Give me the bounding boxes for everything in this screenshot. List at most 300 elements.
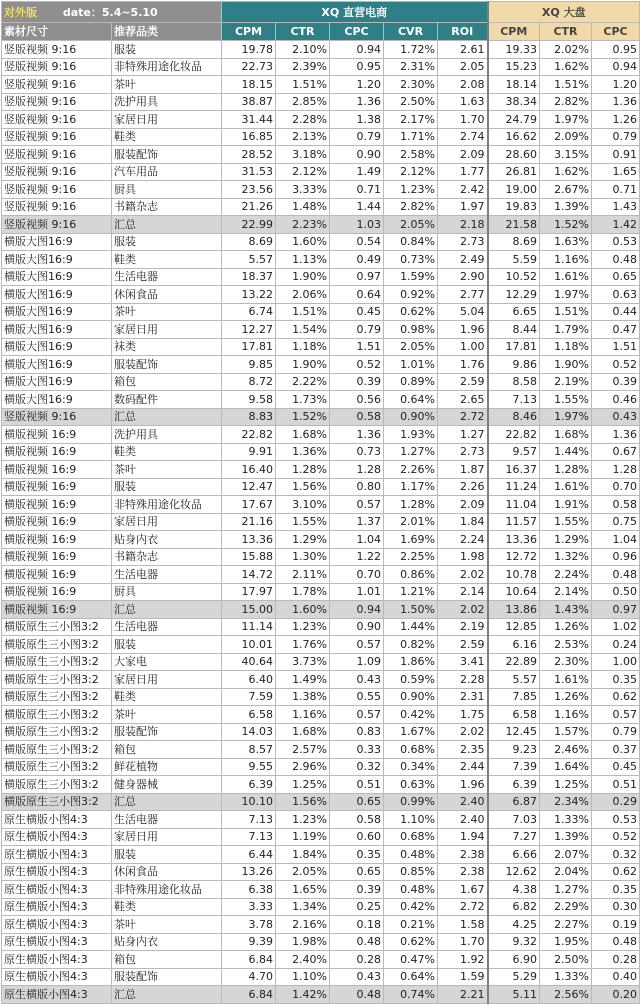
cell-overall-cpm: 11.24 xyxy=(488,478,540,496)
cell-ctr: 1.52% xyxy=(276,408,330,426)
cell-size: 横版原生三小图3:2 xyxy=(2,688,112,706)
table-row xyxy=(2,373,640,391)
cell-cpc: 0.94 xyxy=(330,41,384,59)
cell-overall-cpm: 6.82 xyxy=(488,898,540,916)
cell-size: 原生横版小图4:3 xyxy=(2,881,112,899)
table-row xyxy=(2,548,640,566)
cell-overall-cpm: 7.03 xyxy=(488,811,540,829)
cell-overall-cpm: 16.37 xyxy=(488,461,540,479)
cell-category: 厨具 xyxy=(112,583,222,601)
cell-overall-cpm: 8.58 xyxy=(488,373,540,391)
cell-overall-ctr: 3.15% xyxy=(540,146,592,164)
cell-category: 服装配饰 xyxy=(112,146,222,164)
cell-cpm: 14.03 xyxy=(222,723,276,741)
cell-cpm: 19.78 xyxy=(222,41,276,59)
table-row xyxy=(2,898,640,916)
cell-roi: 2.42 xyxy=(438,181,488,199)
cell-cvr: 0.21% xyxy=(384,916,438,934)
cell-overall-cpc: 0.48 xyxy=(592,933,640,951)
cell-cpm: 18.15 xyxy=(222,76,276,94)
cell-category: 汇总 xyxy=(112,793,222,811)
cell-category: 服装 xyxy=(112,846,222,864)
table-row xyxy=(2,951,640,969)
cell-cpc: 0.57 xyxy=(330,706,384,724)
cell-cvr: 2.25% xyxy=(384,548,438,566)
cell-category: 服装配饰 xyxy=(112,968,222,986)
cell-cpm: 9.58 xyxy=(222,391,276,409)
cell-overall-cpm: 13.36 xyxy=(488,531,540,549)
cell-category: 服装配饰 xyxy=(112,723,222,741)
cell-overall-cpc: 1.04 xyxy=(592,531,640,549)
table-row xyxy=(2,426,640,444)
cell-roi: 2.02 xyxy=(438,723,488,741)
cell-roi: 1.94 xyxy=(438,828,488,846)
cell-ctr: 1.73% xyxy=(276,391,330,409)
cell-ctr: 1.16% xyxy=(276,706,330,724)
table-row xyxy=(2,881,640,899)
cell-ctr: 1.55% xyxy=(276,513,330,531)
table-summary-row xyxy=(2,986,640,1004)
cell-size: 横版原生三小图3:2 xyxy=(2,723,112,741)
cell-overall-ctr: 1.25% xyxy=(540,776,592,794)
cell-category: 服装 xyxy=(112,41,222,59)
cell-cvr: 0.64% xyxy=(384,391,438,409)
table-summary-row xyxy=(2,408,640,426)
cell-overall-cpc: 1.20 xyxy=(592,76,640,94)
data-table xyxy=(1,1,640,1004)
cell-size: 原生横版小图4:3 xyxy=(2,863,112,881)
cell-roi: 2.73 xyxy=(438,233,488,251)
cell-category: 休闲食品 xyxy=(112,863,222,881)
cell-category: 非特殊用途化妆品 xyxy=(112,496,222,514)
cell-overall-cpc: 0.79 xyxy=(592,128,640,146)
table-row xyxy=(2,776,640,794)
cell-ctr: 2.57% xyxy=(276,741,330,759)
column-header-category: 推荐品类 xyxy=(112,23,222,41)
cell-overall-cpm: 9.32 xyxy=(488,933,540,951)
cell-ctr: 3.33% xyxy=(276,181,330,199)
cell-overall-ctr: 1.43% xyxy=(540,601,592,619)
cell-ctr: 2.05% xyxy=(276,863,330,881)
cell-cvr: 0.86% xyxy=(384,566,438,584)
cell-cvr: 2.58% xyxy=(384,146,438,164)
cell-ctr: 2.22% xyxy=(276,373,330,391)
cell-cvr: 2.82% xyxy=(384,198,438,216)
cell-ctr: 1.38% xyxy=(276,688,330,706)
cell-ctr: 2.13% xyxy=(276,128,330,146)
table-row xyxy=(2,478,640,496)
cell-overall-cpm: 5.11 xyxy=(488,986,540,1004)
cell-ctr: 1.19% xyxy=(276,828,330,846)
cell-cpm: 40.64 xyxy=(222,653,276,671)
cell-cpc: 1.49 xyxy=(330,163,384,181)
table-row xyxy=(2,128,640,146)
cell-roi: 2.72 xyxy=(438,898,488,916)
cell-cpm: 13.26 xyxy=(222,863,276,881)
cell-overall-cpc: 0.96 xyxy=(592,548,640,566)
cell-overall-ctr: 1.68% xyxy=(540,426,592,444)
version-tag: 对外版 xyxy=(4,5,37,19)
table-row xyxy=(2,688,640,706)
cell-cpc: 0.48 xyxy=(330,986,384,1004)
cell-overall-cpm: 8.69 xyxy=(488,233,540,251)
cell-size: 横版原生三小图3:2 xyxy=(2,671,112,689)
cell-overall-cpm: 24.79 xyxy=(488,111,540,129)
cell-cpc: 0.73 xyxy=(330,443,384,461)
table-row xyxy=(2,723,640,741)
cell-ctr: 1.49% xyxy=(276,671,330,689)
cell-cpm: 3.33 xyxy=(222,898,276,916)
cell-cvr: 1.59% xyxy=(384,268,438,286)
cell-roi: 2.21 xyxy=(438,986,488,1004)
cell-overall-cpm: 6.58 xyxy=(488,706,540,724)
cell-overall-cpc: 0.24 xyxy=(592,636,640,654)
cell-overall-cpm: 4.25 xyxy=(488,916,540,934)
cell-overall-cpm: 12.72 xyxy=(488,548,540,566)
cell-cpc: 0.90 xyxy=(330,146,384,164)
cell-overall-cpm: 6.39 xyxy=(488,776,540,794)
cell-cpm: 6.39 xyxy=(222,776,276,794)
table-row xyxy=(2,916,640,934)
table-row xyxy=(2,76,640,94)
cell-size: 竖版视频 9:16 xyxy=(2,198,112,216)
cell-overall-cpc: 0.52 xyxy=(592,828,640,846)
cell-roi: 1.98 xyxy=(438,548,488,566)
cell-size: 横版视频 16:9 xyxy=(2,513,112,531)
cell-cpc: 0.33 xyxy=(330,741,384,759)
cell-roi: 1.27 xyxy=(438,426,488,444)
cell-overall-cpc: 1.36 xyxy=(592,426,640,444)
cell-overall-cpm: 6.66 xyxy=(488,846,540,864)
cell-cpm: 12.27 xyxy=(222,321,276,339)
cell-category: 汇总 xyxy=(112,986,222,1004)
cell-ctr: 1.23% xyxy=(276,811,330,829)
cell-category: 生活电器 xyxy=(112,268,222,286)
table-row xyxy=(2,706,640,724)
cell-category: 服装 xyxy=(112,478,222,496)
cell-overall-cpc: 0.20 xyxy=(592,986,640,1004)
cell-overall-cpc: 0.53 xyxy=(592,233,640,251)
cell-overall-cpc: 0.43 xyxy=(592,408,640,426)
cell-size: 横版大图16:9 xyxy=(2,233,112,251)
cell-overall-cpc: 0.94 xyxy=(592,58,640,76)
cell-size: 竖版视频 9:16 xyxy=(2,58,112,76)
cell-category: 厨具 xyxy=(112,181,222,199)
cell-roi: 3.41 xyxy=(438,653,488,671)
cell-overall-ctr: 2.82% xyxy=(540,93,592,111)
cell-overall-cpc: 0.95 xyxy=(592,41,640,59)
cell-roi: 2.26 xyxy=(438,478,488,496)
cell-size: 竖版视频 9:16 xyxy=(2,146,112,164)
table-row xyxy=(2,93,640,111)
cell-ctr: 2.11% xyxy=(276,566,330,584)
cell-ctr: 1.90% xyxy=(276,268,330,286)
table-row xyxy=(2,811,640,829)
cell-size: 原生横版小图4:3 xyxy=(2,828,112,846)
cell-ctr: 1.60% xyxy=(276,601,330,619)
cell-ctr: 1.56% xyxy=(276,793,330,811)
cell-overall-ctr: 2.04% xyxy=(540,863,592,881)
cell-overall-cpc: 0.39 xyxy=(592,373,640,391)
cell-roi: 2.61 xyxy=(438,41,488,59)
cell-cpc: 0.71 xyxy=(330,181,384,199)
cell-category: 家居日用 xyxy=(112,513,222,531)
cell-size: 横版大图16:9 xyxy=(2,251,112,269)
cell-category: 茶叶 xyxy=(112,916,222,934)
cell-category: 家居日用 xyxy=(112,671,222,689)
cell-roi: 2.77 xyxy=(438,286,488,304)
column-header-overall-cpm: CPM xyxy=(488,23,540,41)
cell-cpc: 0.43 xyxy=(330,968,384,986)
cell-cpm: 22.99 xyxy=(222,216,276,234)
cell-overall-ctr: 1.16% xyxy=(540,251,592,269)
cell-overall-cpm: 7.85 xyxy=(488,688,540,706)
cell-cvr: 1.93% xyxy=(384,426,438,444)
cell-overall-cpc: 0.47 xyxy=(592,321,640,339)
cell-overall-ctr: 1.51% xyxy=(540,76,592,94)
cell-cvr: 0.68% xyxy=(384,741,438,759)
cell-cpc: 0.25 xyxy=(330,898,384,916)
cell-ctr: 1.13% xyxy=(276,251,330,269)
cell-category: 汽车用品 xyxy=(112,163,222,181)
table-row xyxy=(2,618,640,636)
cell-ctr: 1.76% xyxy=(276,636,330,654)
table-row xyxy=(2,303,640,321)
cell-overall-ctr: 1.97% xyxy=(540,111,592,129)
cell-overall-cpc: 0.63 xyxy=(592,286,640,304)
cell-ctr: 2.96% xyxy=(276,758,330,776)
cell-roi: 2.28 xyxy=(438,671,488,689)
cell-cpm: 17.81 xyxy=(222,338,276,356)
cell-cpc: 1.22 xyxy=(330,548,384,566)
cell-overall-cpc: 0.35 xyxy=(592,671,640,689)
cell-ctr: 1.65% xyxy=(276,881,330,899)
cell-ctr: 1.56% xyxy=(276,478,330,496)
cell-overall-cpm: 7.27 xyxy=(488,828,540,846)
cell-overall-cpc: 0.29 xyxy=(592,793,640,811)
cell-cpc: 0.70 xyxy=(330,566,384,584)
cell-overall-cpc: 0.46 xyxy=(592,391,640,409)
table-row xyxy=(2,146,640,164)
cell-roi: 2.09 xyxy=(438,146,488,164)
cell-roi: 1.84 xyxy=(438,513,488,531)
cell-overall-cpc: 1.36 xyxy=(592,93,640,111)
cell-overall-ctr: 1.97% xyxy=(540,286,592,304)
cell-overall-cpc: 1.51 xyxy=(592,338,640,356)
cell-overall-cpc: 0.48 xyxy=(592,251,640,269)
cell-overall-cpm: 6.16 xyxy=(488,636,540,654)
cell-cpc: 1.37 xyxy=(330,513,384,531)
cell-overall-cpc: 0.71 xyxy=(592,181,640,199)
cell-ctr: 1.23% xyxy=(276,618,330,636)
cell-overall-ctr: 2.07% xyxy=(540,846,592,864)
cell-overall-cpc: 1.42 xyxy=(592,216,640,234)
cell-cpc: 0.64 xyxy=(330,286,384,304)
cell-roi: 2.05 xyxy=(438,58,488,76)
cell-cpc: 1.51 xyxy=(330,338,384,356)
cell-overall-ctr: 1.62% xyxy=(540,163,592,181)
cell-overall-cpm: 7.39 xyxy=(488,758,540,776)
cell-overall-ctr: 1.44% xyxy=(540,443,592,461)
cell-overall-cpc: 0.65 xyxy=(592,268,640,286)
cell-cpm: 21.26 xyxy=(222,198,276,216)
cell-roi: 1.63 xyxy=(438,93,488,111)
cell-category: 书籍杂志 xyxy=(112,548,222,566)
cell-category: 数码配件 xyxy=(112,391,222,409)
cell-overall-ctr: 1.91% xyxy=(540,496,592,514)
cell-roi: 2.08 xyxy=(438,76,488,94)
cell-cvr: 2.17% xyxy=(384,111,438,129)
cell-cpc: 0.56 xyxy=(330,391,384,409)
table-row xyxy=(2,181,640,199)
cell-cpc: 0.18 xyxy=(330,916,384,934)
cell-cpc: 0.90 xyxy=(330,618,384,636)
cell-overall-cpm: 12.29 xyxy=(488,286,540,304)
cell-overall-cpm: 4.38 xyxy=(488,881,540,899)
cell-cvr: 2.50% xyxy=(384,93,438,111)
column-header-roi: ROI xyxy=(438,23,488,41)
cell-overall-ctr: 1.32% xyxy=(540,548,592,566)
cell-roi: 1.97 xyxy=(438,198,488,216)
cell-overall-cpc: 0.30 xyxy=(592,898,640,916)
cell-cpm: 38.87 xyxy=(222,93,276,111)
cell-category: 茶叶 xyxy=(112,461,222,479)
cell-size: 横版原生三小图3:2 xyxy=(2,793,112,811)
cell-cpm: 23.56 xyxy=(222,181,276,199)
cell-cpm: 6.40 xyxy=(222,671,276,689)
cell-category: 箱包 xyxy=(112,741,222,759)
cell-ctr: 1.51% xyxy=(276,76,330,94)
cell-cpc: 0.28 xyxy=(330,951,384,969)
cell-cvr: 1.71% xyxy=(384,128,438,146)
cell-cpc: 0.80 xyxy=(330,478,384,496)
cell-cvr: 1.21% xyxy=(384,583,438,601)
table-summary-row xyxy=(2,601,640,619)
cell-ctr: 2.85% xyxy=(276,93,330,111)
cell-overall-cpm: 22.82 xyxy=(488,426,540,444)
header-row-columns xyxy=(2,23,640,41)
table-summary-row xyxy=(2,793,640,811)
cell-overall-ctr: 1.55% xyxy=(540,513,592,531)
cell-cvr: 0.74% xyxy=(384,986,438,1004)
cell-cvr: 1.23% xyxy=(384,181,438,199)
cell-ctr: 2.06% xyxy=(276,286,330,304)
cell-overall-cpc: 1.28 xyxy=(592,461,640,479)
cell-ctr: 3.10% xyxy=(276,496,330,514)
cell-size: 竖版视频 9:16 xyxy=(2,93,112,111)
table-row xyxy=(2,671,640,689)
cell-size: 横版视频 16:9 xyxy=(2,496,112,514)
cell-roi: 2.19 xyxy=(438,618,488,636)
cell-category: 生活电器 xyxy=(112,618,222,636)
cell-overall-ctr: 1.61% xyxy=(540,268,592,286)
cell-roi: 1.00 xyxy=(438,338,488,356)
cell-overall-cpc: 1.43 xyxy=(592,198,640,216)
cell-cpm: 11.14 xyxy=(222,618,276,636)
cell-size: 横版大图16:9 xyxy=(2,356,112,374)
cell-cpm: 15.00 xyxy=(222,601,276,619)
cell-size: 横版原生三小图3:2 xyxy=(2,776,112,794)
cell-cpm: 6.38 xyxy=(222,881,276,899)
table-row xyxy=(2,41,640,59)
cell-category: 家居日用 xyxy=(112,321,222,339)
table-row xyxy=(2,461,640,479)
cell-roi: 2.74 xyxy=(438,128,488,146)
cell-cpc: 0.58 xyxy=(330,408,384,426)
table-summary-row xyxy=(2,216,640,234)
cell-size: 竖版视频 9:16 xyxy=(2,181,112,199)
cell-overall-ctr: 1.16% xyxy=(540,706,592,724)
cell-overall-ctr: 1.62% xyxy=(540,58,592,76)
cell-overall-cpm: 8.46 xyxy=(488,408,540,426)
cell-cpc: 0.83 xyxy=(330,723,384,741)
cell-cpm: 8.72 xyxy=(222,373,276,391)
cell-overall-cpc: 0.97 xyxy=(592,601,640,619)
cell-overall-ctr: 1.79% xyxy=(540,321,592,339)
cell-roi: 2.44 xyxy=(438,758,488,776)
cell-roi: 1.87 xyxy=(438,461,488,479)
cell-roi: 2.35 xyxy=(438,741,488,759)
cell-overall-cpm: 6.90 xyxy=(488,951,540,969)
cell-overall-ctr: 1.55% xyxy=(540,391,592,409)
cell-ctr: 1.54% xyxy=(276,321,330,339)
cell-cpm: 4.70 xyxy=(222,968,276,986)
table-row xyxy=(2,356,640,374)
cell-cpm: 6.44 xyxy=(222,846,276,864)
cell-size: 横版视频 16:9 xyxy=(2,426,112,444)
cell-roi: 1.76 xyxy=(438,356,488,374)
cell-category: 非特殊用途化妆品 xyxy=(112,881,222,899)
cell-ctr: 2.10% xyxy=(276,41,330,59)
cell-cvr: 1.28% xyxy=(384,496,438,514)
cell-overall-ctr: 1.26% xyxy=(540,688,592,706)
cell-overall-ctr: 1.95% xyxy=(540,933,592,951)
cell-cpc: 1.09 xyxy=(330,653,384,671)
cell-overall-cpm: 10.64 xyxy=(488,583,540,601)
cell-overall-cpm: 21.58 xyxy=(488,216,540,234)
cell-size: 原生横版小图4:3 xyxy=(2,968,112,986)
cell-cvr: 0.62% xyxy=(384,933,438,951)
cell-overall-cpm: 22.89 xyxy=(488,653,540,671)
cell-roi: 1.58 xyxy=(438,916,488,934)
column-header-cpc: CPC xyxy=(330,23,384,41)
cell-overall-cpc: 0.62 xyxy=(592,863,640,881)
cell-cpm: 16.85 xyxy=(222,128,276,146)
cell-category: 服装 xyxy=(112,636,222,654)
cell-size: 原生横版小图4:3 xyxy=(2,811,112,829)
cell-overall-cpm: 38.34 xyxy=(488,93,540,111)
cell-category: 贴身内衣 xyxy=(112,933,222,951)
cell-roi: 2.18 xyxy=(438,216,488,234)
cell-cpc: 1.44 xyxy=(330,198,384,216)
cell-roi: 1.92 xyxy=(438,951,488,969)
table-row xyxy=(2,741,640,759)
cell-overall-cpm: 11.57 xyxy=(488,513,540,531)
cell-cvr: 1.50% xyxy=(384,601,438,619)
cell-cvr: 1.86% xyxy=(384,653,438,671)
cell-overall-ctr: 1.51% xyxy=(540,303,592,321)
cell-cpc: 1.20 xyxy=(330,76,384,94)
table-row xyxy=(2,496,640,514)
cell-overall-ctr: 1.39% xyxy=(540,198,592,216)
cell-roi: 2.02 xyxy=(438,566,488,584)
cell-category: 大家电 xyxy=(112,653,222,671)
cell-cvr: 0.47% xyxy=(384,951,438,969)
cell-overall-cpm: 19.00 xyxy=(488,181,540,199)
cell-roi: 2.73 xyxy=(438,443,488,461)
group-header-xq-overall: XQ 大盘 xyxy=(488,2,640,23)
cell-cvr: 2.12% xyxy=(384,163,438,181)
